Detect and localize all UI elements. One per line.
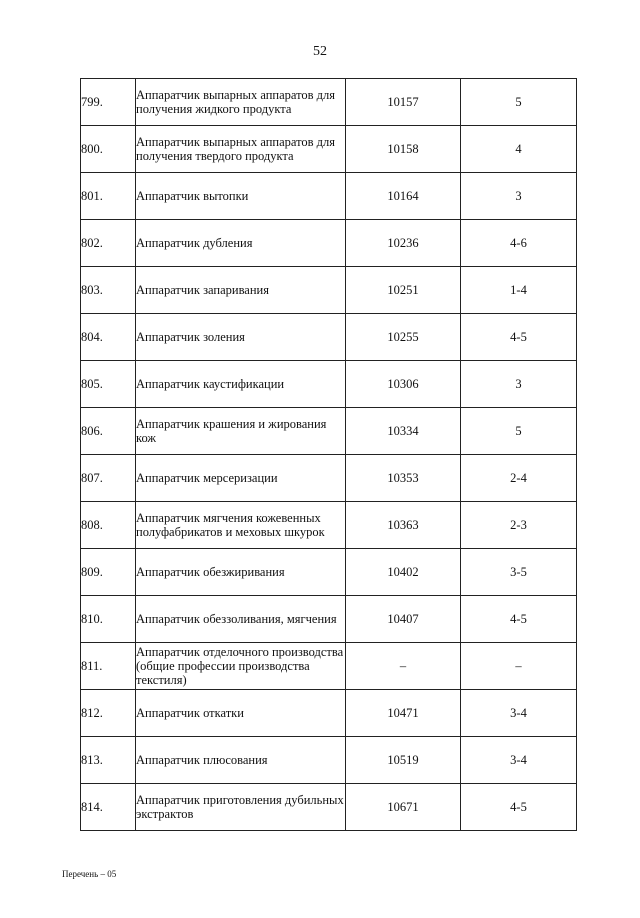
profession-name: Аппаратчик выпарных аппаратов для получения твердого продукта [136, 126, 346, 173]
profession-name: Аппаратчик обеззоливания, мягчения [136, 596, 346, 643]
row-number: 802. [81, 220, 136, 267]
grade-range: 2-4 [461, 455, 577, 502]
row-number: 808. [81, 502, 136, 549]
profession-name: Аппаратчик плюсования [136, 737, 346, 784]
profession-name: Аппаратчик каустификации [136, 361, 346, 408]
row-number: 799. [81, 79, 136, 126]
profession-code: 10158 [346, 126, 461, 173]
grade-range: 4-5 [461, 596, 577, 643]
profession-code: 10402 [346, 549, 461, 596]
grade-range: 3-5 [461, 549, 577, 596]
row-number: 805. [81, 361, 136, 408]
table-row [81, 549, 577, 596]
profession-code: 10407 [346, 596, 461, 643]
grade-range: 3-4 [461, 690, 577, 737]
profession-name: Аппаратчик мерсеризации [136, 455, 346, 502]
profession-name: Аппаратчик запаривания [136, 267, 346, 314]
grade-range: – [461, 643, 577, 690]
page-number: 52 [313, 44, 327, 59]
row-number: 801. [81, 173, 136, 220]
profession-code: 10353 [346, 455, 461, 502]
profession-code: 10519 [346, 737, 461, 784]
table-row [81, 361, 577, 408]
row-number: 809. [81, 549, 136, 596]
profession-code: 10671 [346, 784, 461, 831]
grade-range: 4-5 [461, 784, 577, 831]
table-row [81, 79, 577, 126]
table-row [81, 502, 577, 549]
table-row [81, 596, 577, 643]
row-number: 806. [81, 408, 136, 455]
grade-range: 5 [461, 79, 577, 126]
table-row [81, 314, 577, 361]
profession-name: Аппаратчик мягчения кожевенных полуфабрикатов и меховых шкурок [136, 502, 346, 549]
table-row [81, 690, 577, 737]
profession-name: Аппаратчик отделочного производства (общие профессии производства текстиля) [136, 643, 346, 690]
table-row [81, 455, 577, 502]
profession-code: 10363 [346, 502, 461, 549]
grade-range: 2-3 [461, 502, 577, 549]
profession-code: 10471 [346, 690, 461, 737]
profession-code: 10236 [346, 220, 461, 267]
grade-range: 1-4 [461, 267, 577, 314]
table-row [81, 408, 577, 455]
grade-range: 3 [461, 173, 577, 220]
profession-name: Аппаратчик золения [136, 314, 346, 361]
profession-code: – [346, 643, 461, 690]
table-row [81, 267, 577, 314]
row-number: 807. [81, 455, 136, 502]
table-row [81, 737, 577, 784]
row-number: 810. [81, 596, 136, 643]
profession-code: 10334 [346, 408, 461, 455]
table-row [81, 173, 577, 220]
profession-code: 10157 [346, 79, 461, 126]
row-number: 811. [81, 643, 136, 690]
profession-code: 10251 [346, 267, 461, 314]
profession-name: Аппаратчик дубления [136, 220, 346, 267]
profession-name: Аппаратчик выпарных аппаратов для получения жидкого продукта [136, 79, 346, 126]
row-number: 813. [81, 737, 136, 784]
row-number: 804. [81, 314, 136, 361]
grade-range: 4-6 [461, 220, 577, 267]
grade-range: 3-4 [461, 737, 577, 784]
table-row [81, 643, 577, 690]
grade-range: 5 [461, 408, 577, 455]
row-number: 814. [81, 784, 136, 831]
profession-name: Аппаратчик вытопки [136, 173, 346, 220]
row-number: 800. [81, 126, 136, 173]
grade-range: 4-5 [461, 314, 577, 361]
profession-code: 10255 [346, 314, 461, 361]
profession-table [80, 78, 577, 831]
grade-range: 4 [461, 126, 577, 173]
profession-name: Аппаратчик обезжиривания [136, 549, 346, 596]
profession-code: 10306 [346, 361, 461, 408]
profession-name: Аппаратчик крашения и жирования кож [136, 408, 346, 455]
profession-name: Аппаратчик откатки [136, 690, 346, 737]
profession-table-body [81, 79, 577, 831]
profession-code: 10164 [346, 173, 461, 220]
row-number: 803. [81, 267, 136, 314]
table-row [81, 126, 577, 173]
footer-label: Перечень – 05 [62, 869, 117, 879]
grade-range: 3 [461, 361, 577, 408]
profession-name: Аппаратчик приготовления дубильных экстрактов [136, 784, 346, 831]
table-row [81, 220, 577, 267]
row-number: 812. [81, 690, 136, 737]
table-row [81, 784, 577, 831]
